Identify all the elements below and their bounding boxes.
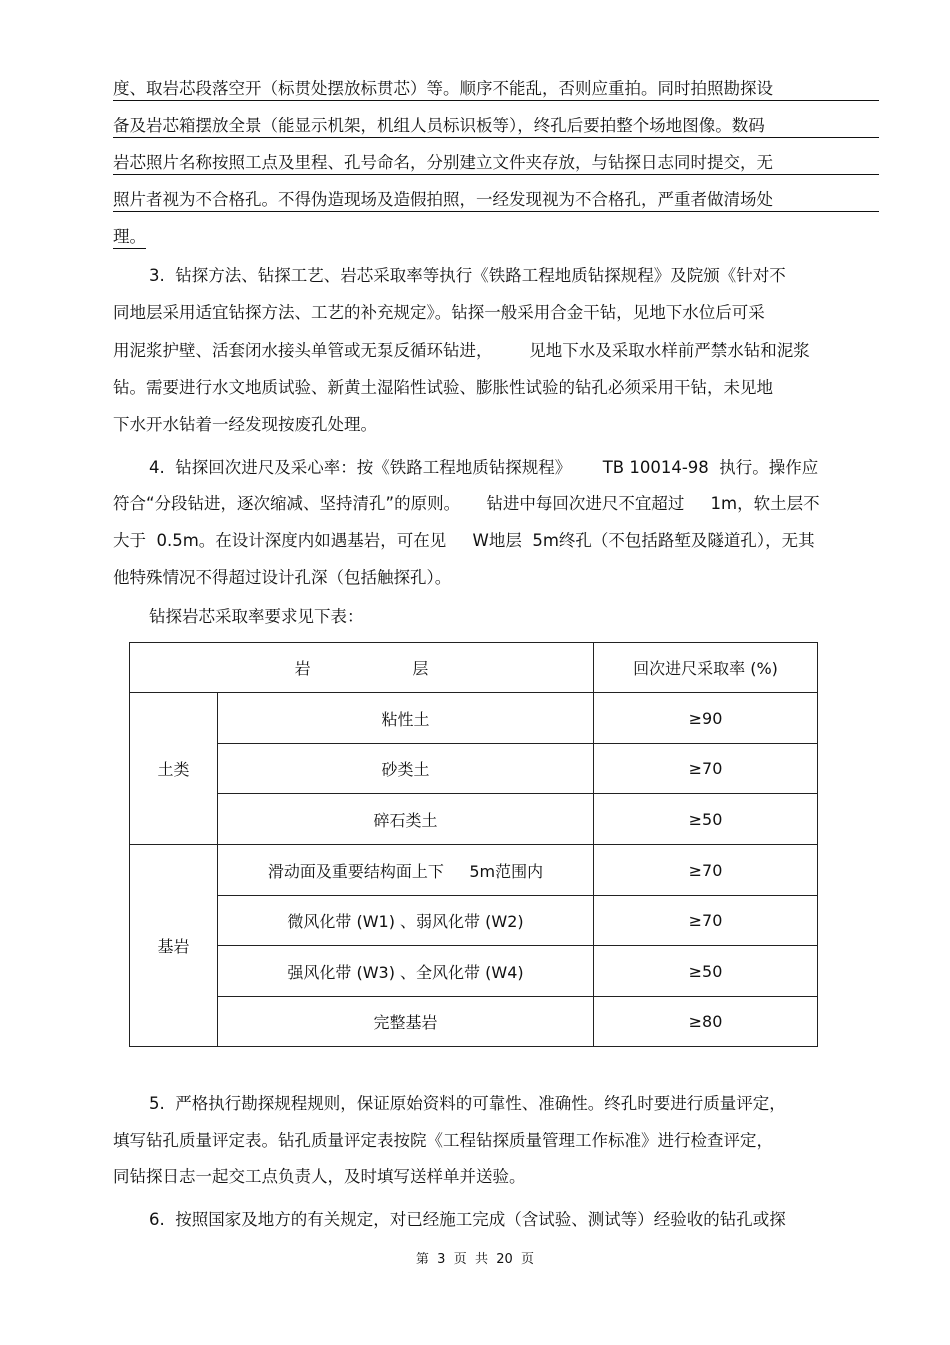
text-line: 岩芯照片名称按照工点及里程、孔号命名，分别建立文件夹存放，与钻探日志同时提交，无 — [113, 153, 773, 172]
text-line: 度、取岩芯段落空开（标贯处摆放标贯芯）等。顺序不能乱，否则应重拍。同时拍照勘探设 — [113, 79, 773, 98]
table-intro: 钻探岩芯采取率要求见下表： — [149, 607, 364, 626]
row-rate: ≥70 — [594, 744, 818, 794]
underline-rule — [113, 137, 879, 138]
para3-line: 用泥浆护壁、活套闭水接头单管或无泵反循环钻进， 见地下水及采取水样前严禁水钻和泥浆 — [113, 341, 810, 360]
table-row — [130, 845, 818, 896]
text-line — [113, 226, 146, 248]
core-recovery-table — [129, 642, 818, 1047]
row-name: 砂类土 — [218, 744, 594, 794]
para3-line: 同地层采用适宜钻探方法、工艺的补充规定》。钻探一般采用合金干钻，见地下水位后可采 — [113, 303, 765, 322]
row-rate: ≥80 — [594, 997, 818, 1047]
para4-line: 4. 钻探回次进尺及采心率：按《铁路工程地质钻探规程》 TB 10014-98 执行。操作应 — [149, 458, 819, 477]
row-name: 滑动面及重要结构面上下 5m范围内 — [218, 845, 594, 896]
para4-line: 他特殊情况不得超过设计孔深（包括触探孔）。 — [113, 568, 452, 587]
para4-line: 大于 0.5m。在设计深度内如遇基岩，可在见 W地层 5m终孔（不包括路堑及隧道孔），无其 — [113, 531, 815, 550]
group-soil: 土类 — [130, 693, 218, 845]
row-rate: ≥50 — [594, 794, 818, 845]
group-rock: 基岩 — [130, 845, 218, 1047]
row-rate: ≥70 — [594, 845, 818, 896]
para5-line: 同钻探日志一起交工点负责人，及时填写送样单并送验。 — [113, 1167, 526, 1186]
row-rate: ≥70 — [594, 896, 818, 946]
table-row — [130, 744, 818, 794]
table-row — [130, 896, 818, 946]
para3-line: 3. 钻探方法、钻探工艺、岩芯采取率等执行《铁路工程地质钻探规程》及院颁《针对不 — [149, 266, 786, 285]
para3-line: 钻。需要进行水文地质试验、新黄土湿陷性试验、膨胀性试验的钻孔必须采用干钻，未见地 — [113, 378, 773, 397]
row-rate: ≥50 — [594, 946, 818, 997]
header-layer: 岩 层 — [130, 643, 594, 693]
para3-line: 下水开水钻着一经发现按废孔处理。 — [113, 415, 377, 434]
text-line: 备及岩芯箱摆放全景（能显示机架，机组人员标识板等），终孔后要拍整个场地图像。数码 — [113, 116, 765, 135]
row-name: 碎石类土 — [218, 794, 594, 845]
row-name: 强风化带 (W3) 、全风化带 (W4) — [218, 946, 594, 997]
para6-line: 6. 按照国家及地方的有关规定，对已经施工完成（含试验、测试等）经验收的钻孔或探 — [149, 1210, 786, 1229]
underlined-text: 理。 — [113, 227, 146, 249]
para5-line: 5. 严格执行勘探规程规则，保证原始资料的可靠性、准确性。终孔时要进行质量评定， — [149, 1094, 786, 1113]
text-line: 照片者视为不合格孔。不得伪造现场及造假拍照，一经发现视为不合格孔，严重者做清场处 — [113, 190, 773, 209]
row-name: 完整基岩 — [218, 997, 594, 1047]
para4-line: 符合“分段钻进，逐次缩减、坚持清孔”的原则。 钻进中每回次进尺不宜超过 1m，软土层不 — [113, 494, 820, 513]
underline-rule — [113, 174, 879, 175]
underline-rule — [113, 211, 879, 212]
para5-line: 填写钻孔质量评定表。钻孔质量评定表按院《工程钻探质量管理工作标准》进行检查评定， — [113, 1131, 773, 1150]
header-rate: 回次进尺采取率 (%) — [594, 643, 818, 693]
table-row — [130, 997, 818, 1047]
row-name: 微风化带 (W1) 、弱风化带 (W2) — [218, 896, 594, 946]
row-rate: ≥90 — [594, 693, 818, 744]
table-row — [130, 946, 818, 997]
table-row — [130, 794, 818, 845]
row-name: 粘性土 — [218, 693, 594, 744]
underline-rule — [113, 100, 879, 101]
table-header-row — [130, 643, 818, 693]
table-row — [130, 693, 818, 744]
page-footer: 第 3 页 共 20 页 — [415, 1252, 535, 1267]
